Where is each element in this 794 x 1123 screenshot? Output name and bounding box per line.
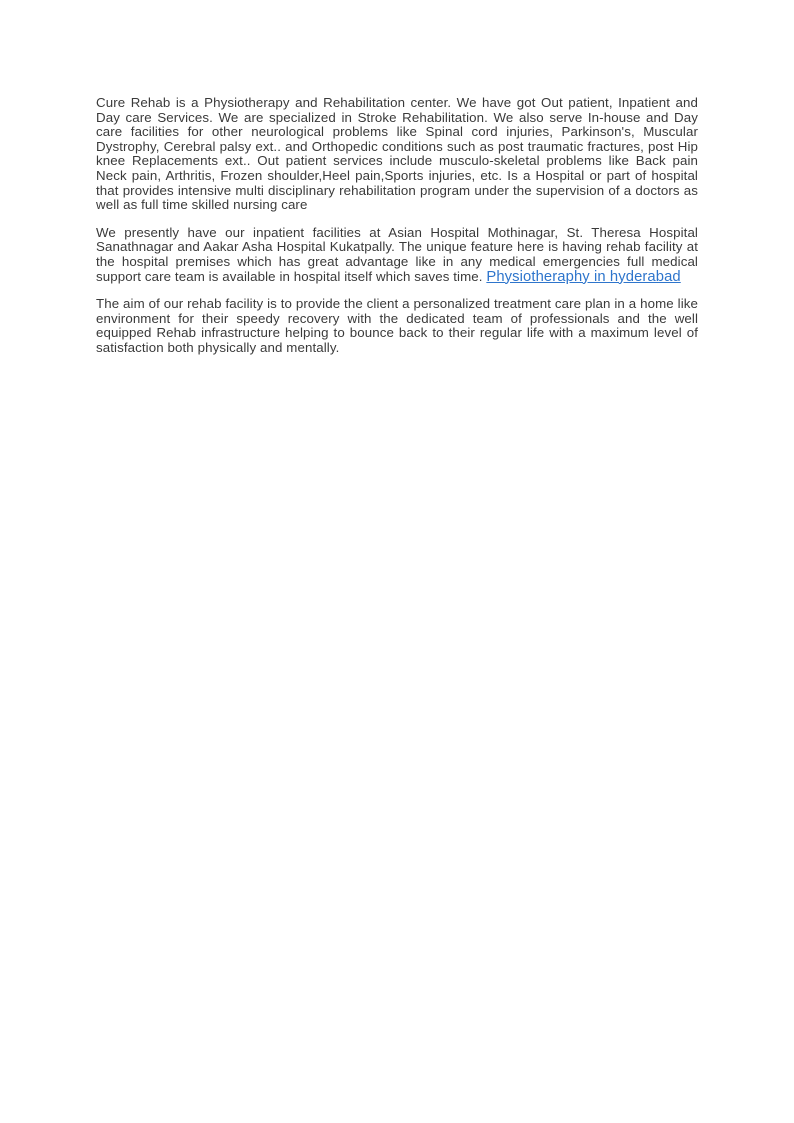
paragraph-aim: [96, 297, 698, 355]
paragraph-intro-text: Cure Rehab is a Physiotherapy and Rehabilitation center. We have got Out patient, Inpatient and Day care Services. We are specialized in Stroke Rehabilitation. We also serve In-house and Day care facilities for other neurological problems like Spinal cord injuries, Parkinson's, Muscular Dystrophy, Cerebral palsy ext.. and Orthopedic conditions such as post traumatic fractures, post Hip knee Replacements ext.. Out patient services include musculo-skeletal problems like Back pain Neck pain, Arthritis, Frozen shoulder,Heel pain,Sports injuries, etc. Is a Hospital or part of hospital that provides intensive multi disciplinary rehabilitation program under the supervision of a doctors as well as full time skilled nursing care: [96, 95, 698, 213]
document-content: [96, 96, 698, 356]
paragraph-facilities: [96, 226, 698, 284]
paragraph-aim-text: The aim of our rehab facility is to provide the client a personalized treatment care plan in a home like environment for their speedy recovery with the dedicated team of professionals and the well equipped Rehab infrastructure helping to bounce back to their regular life with a maximum level of satisfaction both physically and mentally.: [96, 296, 698, 355]
physiotherapy-hyderabad-link[interactable]: Physiotheraphy in hyderabad: [486, 268, 681, 285]
paragraph-intro: [96, 96, 698, 213]
paragraph-facilities-text: We presently have our inpatient facilities at Asian Hospital Mothinagar, St. Theresa Hospital Sanathnagar and Aakar Asha Hospital Kukatpally. The unique feature here is having rehab facility at the hospital premises which has great advantage like in any medical emergencies full medical support care team is available in hospital itself which saves time.: [96, 224, 698, 284]
